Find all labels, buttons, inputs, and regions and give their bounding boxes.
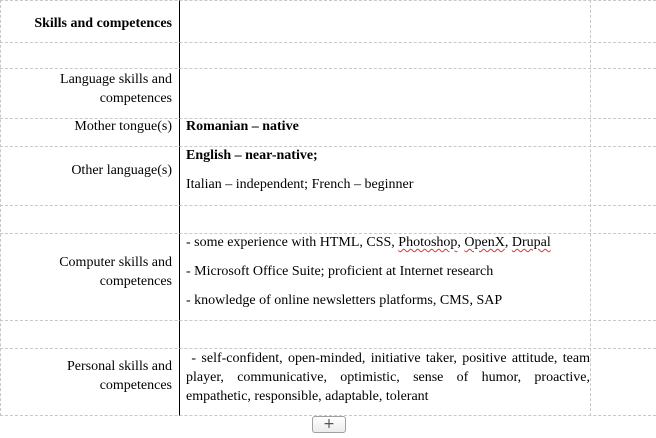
computer-skill-separator: ,	[504, 235, 512, 250]
mother-tongue-value: Romanian – native	[186, 119, 299, 134]
column-separator	[179, 0, 180, 416]
add-row-button[interactable]: +	[312, 416, 346, 433]
computer-skill-line: - knowledge of online newsletters platforms, CMS, SAP	[186, 293, 503, 308]
computer-skill-line: - Microsoft Office Suite; proficient at Internet research	[186, 264, 494, 279]
row-divider	[0, 68, 656, 69]
spellcheck-word[interactable]: Drupal	[511, 235, 551, 250]
computer-skill-separator: ,	[457, 235, 465, 250]
other-language-italian-french: Italian – independent; French – beginner	[186, 177, 414, 192]
table-top-border	[0, 0, 656, 1]
personal-skills-label: Personal skills and competences	[67, 359, 172, 393]
spellcheck-word[interactable]: Photoshop	[398, 235, 458, 250]
skills-heading: Skills and competences	[34, 16, 172, 31]
other-language-english: English – near-native;	[186, 148, 318, 163]
mother-tongue-label: Mother tongue(s)	[74, 119, 172, 134]
table-left-border	[0, 0, 1, 416]
computer-skill-line	[186, 233, 590, 252]
computer-skill-text: - some experience with HTML, CSS,	[186, 235, 399, 250]
personal-skills-text: - self-confident, open-minded, initiative taker, positive attitude, team player, communicative, optimistic, sense of humor, proactive, empathetic, responsible, adaptable, tolerant	[186, 351, 594, 404]
row-divider	[0, 42, 656, 43]
language-skills-label: Language skills and competences	[60, 72, 172, 106]
row-divider	[0, 205, 656, 206]
spellcheck-word[interactable]: OpenX	[464, 235, 505, 250]
row-divider	[0, 320, 656, 321]
other-languages-label: Other language(s)	[71, 163, 172, 178]
computer-skills-label: Computer skills and competences	[59, 255, 172, 289]
